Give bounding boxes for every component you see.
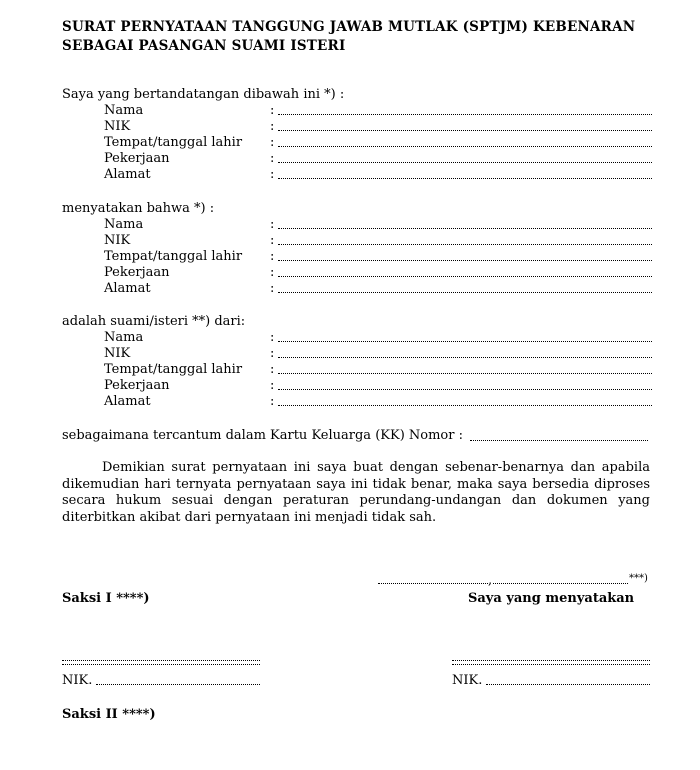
- field-colon: :: [270, 265, 275, 280]
- fill-in-line: [278, 341, 652, 342]
- field-colon: :: [270, 119, 275, 134]
- fill-in-line: [278, 260, 652, 261]
- field-label: NIK: [104, 346, 131, 361]
- place-date-comma: ,: [488, 573, 493, 588]
- field-colon: :: [270, 362, 275, 377]
- field-colon: :: [270, 151, 275, 166]
- section-2-field-address: [104, 281, 652, 297]
- field-label: Alamat: [104, 167, 151, 182]
- field-colon: :: [270, 103, 275, 118]
- statement-text: Demikian surat pernyataan ini saya buat dengan sebenar-benarnya dan apabila dikemudian hari ternyata pernyataan saya ini tidak benar, maka saya bersedia diproses secara hukum sesuai dengan peraturan perundang-undangan dan dokumen yang diterbitkan akibat dari pernyataan ini menjadi tidak sah.: [62, 460, 650, 525]
- field-label: Pekerjaan: [104, 378, 170, 393]
- fill-in-line: [278, 146, 652, 147]
- section-3-field-nama: [104, 330, 652, 346]
- date-line: [493, 583, 628, 584]
- section-3-field-address: [104, 394, 652, 410]
- fill-in-line: [278, 405, 652, 406]
- section-3-field-job: [104, 378, 652, 394]
- section-1-field-birth: [104, 135, 652, 151]
- fill-in-line: [278, 162, 652, 163]
- field-label: Nama: [104, 217, 144, 232]
- section-3-intro: adalah suami/isteri **) dari:: [62, 314, 246, 329]
- section-3-field-nik: [104, 346, 652, 362]
- declarant-signature-line: [452, 660, 650, 661]
- field-colon: :: [270, 346, 275, 361]
- field-colon: :: [270, 394, 275, 409]
- declarant-signature-line-underline: [452, 664, 650, 665]
- declarant-nik-label: NIK.: [452, 673, 483, 688]
- document-title: SURAT PERNYATAAN TANGGUNG JAWAB MUTLAK (SPTJM) KEBENARAN SEBAGAI PASANGAN SUAMI ISTERI: [62, 19, 636, 54]
- statement-paragraph: [62, 460, 650, 526]
- place-line: [378, 583, 488, 584]
- section-3-field-birth: [104, 362, 652, 378]
- fill-in-line: [278, 292, 652, 293]
- field-colon: :: [270, 330, 275, 345]
- field-colon: :: [270, 167, 275, 182]
- section-1-field-nik: [104, 119, 652, 135]
- fill-in-line: [278, 114, 652, 115]
- field-label: NIK: [104, 233, 131, 248]
- field-label: NIK: [104, 119, 131, 134]
- fill-in-line: [278, 389, 652, 390]
- fill-in-line: [278, 357, 652, 358]
- fill-in-line: [278, 130, 652, 131]
- field-label: Tempat/tanggal lahir: [104, 362, 243, 377]
- field-colon: :: [270, 217, 275, 232]
- witness-1-label: Saksi I ****): [62, 591, 150, 606]
- field-label: Tempat/tanggal lahir: [104, 135, 243, 150]
- witness-1-signature-line-underline: [62, 664, 260, 665]
- section-2-intro: menyatakan bahwa *) :: [62, 201, 215, 216]
- kk-number-label: sebagaimana tercantum dalam Kartu Keluarga (KK) Nomor :: [62, 428, 463, 443]
- field-label: Nama: [104, 103, 144, 118]
- section-2-field-birth: [104, 249, 652, 265]
- declarant-label: Saya yang menyatakan: [468, 591, 635, 606]
- section-2-field-nik: [104, 233, 652, 249]
- section-1-field-address: [104, 167, 652, 183]
- section-1-field-nama: [104, 103, 652, 119]
- fill-in-line: [278, 178, 652, 179]
- section-2-field-nama: [104, 217, 652, 233]
- field-colon: :: [270, 249, 275, 264]
- field-label: Alamat: [104, 394, 151, 409]
- declarant-nik-line: [486, 684, 650, 685]
- kk-number-line: [470, 440, 648, 441]
- field-label: Pekerjaan: [104, 265, 170, 280]
- fill-in-line: [278, 244, 652, 245]
- field-label: Alamat: [104, 281, 151, 296]
- place-date-note: ***): [629, 573, 648, 584]
- field-label: Tempat/tanggal lahir: [104, 249, 243, 264]
- section-1-field-job: [104, 151, 652, 167]
- field-colon: :: [270, 281, 275, 296]
- field-label: Pekerjaan: [104, 151, 170, 166]
- field-label: Nama: [104, 330, 144, 345]
- fill-in-line: [278, 276, 652, 277]
- witness-1-nik-line: [96, 684, 260, 685]
- witness-1-nik-label: NIK.: [62, 673, 93, 688]
- field-colon: :: [270, 135, 275, 150]
- fill-in-line: [278, 373, 652, 374]
- witness-1-signature-line: [62, 660, 260, 661]
- section-2-field-job: [104, 265, 652, 281]
- witness-2-label: Saksi II ****): [62, 707, 156, 722]
- section-1-intro: Saya yang bertandatangan dibawah ini *) :: [62, 87, 345, 102]
- field-colon: :: [270, 378, 275, 393]
- field-colon: :: [270, 233, 275, 248]
- fill-in-line: [278, 228, 652, 229]
